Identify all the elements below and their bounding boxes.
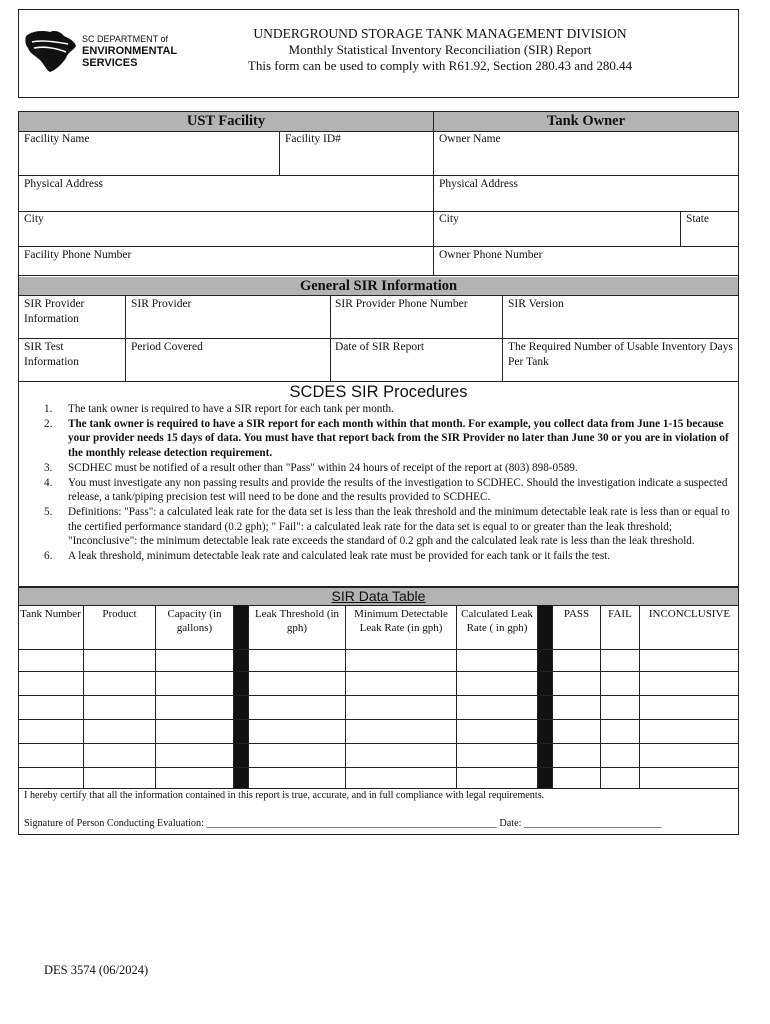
- list-item: [44, 417, 734, 461]
- item-text: SCDHEC must be notified of a result other than "Pass" within 24 hours of receipt of the report at (803) 898-0589.: [68, 461, 578, 474]
- list-item: [44, 476, 734, 505]
- divider: [18, 605, 739, 606]
- compliance-note: This form can be used to comply with R61.92, Section 280.43 and 280.44: [247, 58, 633, 73]
- divider: [433, 112, 434, 276]
- item-text: You must investigate any non passing results and provide the results of the investigation to SCDHEC. Should the investigation indicate a suspected release, a tank/piping precision test will need to be done and the results provided to SCDHEC.: [68, 476, 728, 504]
- report-subtitle: Monthly Statistical Inventory Reconciliation (SIR) Report: [288, 42, 592, 57]
- table-row[interactable]: [18, 695, 739, 719]
- table-row[interactable]: [18, 719, 739, 743]
- item-text: The tank owner is required to have a SIR report for each tank per month.: [68, 403, 394, 415]
- list-item: [44, 402, 734, 417]
- divider: [680, 211, 681, 246]
- divider: [18, 211, 739, 212]
- certification-statement: I hereby certify that all the information contained in this report is true, accurate, and in full compliance with legal requirements.: [24, 790, 545, 801]
- divider: [330, 295, 331, 381]
- item-number: 4.: [44, 476, 53, 489]
- owner-phone-field[interactable]: Owner Phone Number: [439, 249, 543, 261]
- divider: [18, 338, 739, 339]
- divider: [18, 246, 739, 247]
- owner-name-field[interactable]: Owner Name: [439, 133, 501, 145]
- col-min-detectable: Minimum Detectable Leak Rate (in gph): [354, 608, 448, 634]
- item-text: A leak threshold, minimum detectable leak rate and calculated leak rate must be provided for each tank or it fails the test.: [68, 550, 611, 563]
- divider: [502, 295, 503, 381]
- divider: [279, 131, 280, 175]
- sir-version-field[interactable]: SIR Version: [508, 298, 564, 310]
- item-number: 2.: [44, 417, 53, 430]
- general-sir-heading: General SIR Information: [19, 277, 738, 295]
- col-inconclusive: INCONCLUSIVE: [648, 608, 731, 620]
- data-table-title: SIR Data Table: [331, 588, 426, 604]
- report-date-field[interactable]: Date of SIR Report: [335, 341, 425, 353]
- divider: [125, 295, 126, 381]
- list-item: [44, 461, 734, 476]
- facility-city-field[interactable]: City: [24, 213, 44, 225]
- sir-provider-info-label: SIR Provider Information: [24, 298, 85, 325]
- form-id: DES 3574 (06/2024): [44, 963, 149, 977]
- facility-phone-field[interactable]: Facility Phone Number: [24, 249, 132, 261]
- usable-inventory-days-field[interactable]: The Required Number of Usable Inventory Days Per Tank: [508, 341, 733, 368]
- sir-test-info-label: SIR Test Information: [24, 341, 79, 368]
- col-capacity: Capacity (in gallons): [167, 608, 222, 634]
- owner-state-field[interactable]: State: [686, 213, 709, 225]
- tank-owner-heading: Tank Owner: [434, 112, 738, 131]
- state-map-icon: [24, 28, 78, 74]
- facility-id-field[interactable]: Facility ID#: [285, 133, 341, 145]
- logo-line1: SC DEPARTMENT of: [82, 34, 169, 44]
- col-fail: FAIL: [608, 608, 632, 620]
- col-pass: PASS: [563, 608, 590, 620]
- list-item: [44, 505, 734, 549]
- col-leak-threshold: Leak Threshold (in gph): [254, 608, 340, 634]
- procedures-list: [44, 402, 734, 564]
- col-calculated-rate: Calculated Leak Rate ( in gph): [461, 608, 533, 634]
- table-row[interactable]: [18, 767, 739, 788]
- item-number: 1.: [44, 403, 53, 415]
- col-tank-number: Tank Number: [20, 608, 81, 620]
- item-text: The tank owner is required to have a SIR report for each month within that month. For example, you collect data from June 1-15 because your provider needs 15 days of data. You must have that report back from the SIR Provider no later than June 30 or you are in violation of the monthly release detection requirement.: [68, 417, 729, 460]
- agency-logo: [24, 28, 184, 78]
- table-row[interactable]: [18, 649, 739, 671]
- list-item: [44, 549, 734, 564]
- item-text: Definitions: "Pass": a calculated leak rate for the data set is less than the leak threshold and the minimum detectable leak rate is less than or equal to the certified performance standard (0.2 gph); " Fail": a calculated leak rate for the data set is equal to or greater than the leak threshold; "Inconclusive": the minimum detectable leak rate exceeds the standard of 0.2 gph and the calculated leak rate is less than the leak threshold.: [68, 505, 730, 548]
- division-title: UNDERGROUND STORAGE TANK MANAGEMENT DIVISION: [253, 26, 627, 41]
- col-product: Product: [102, 608, 137, 620]
- procedures-title: SCDES SIR Procedures: [289, 383, 468, 401]
- sir-provider-field[interactable]: SIR Provider: [131, 298, 192, 310]
- facility-address-field[interactable]: Physical Address: [24, 178, 103, 190]
- period-covered-field[interactable]: Period Covered: [131, 341, 203, 353]
- item-number: 3.: [44, 461, 53, 474]
- divider: [18, 131, 739, 132]
- table-row[interactable]: [18, 671, 739, 695]
- facility-name-field[interactable]: Facility Name: [24, 133, 90, 145]
- divider: [18, 175, 739, 176]
- table-row[interactable]: [18, 743, 739, 767]
- ust-facility-heading: UST Facility: [19, 112, 433, 131]
- item-number: 5.: [44, 505, 53, 518]
- logo-line3: SERVICES: [82, 57, 138, 69]
- sir-provider-phone-field[interactable]: SIR Provider Phone Number: [335, 298, 468, 310]
- owner-city-field[interactable]: City: [439, 213, 459, 225]
- item-number: 6.: [44, 550, 53, 563]
- logo-line2: ENVIRONMENTAL: [82, 45, 178, 57]
- signature-line[interactable]: Signature of Person Conducting Evaluation: _________________________________________________________ Date: ___________________________: [24, 818, 662, 829]
- owner-address-field[interactable]: Physical Address: [439, 178, 518, 190]
